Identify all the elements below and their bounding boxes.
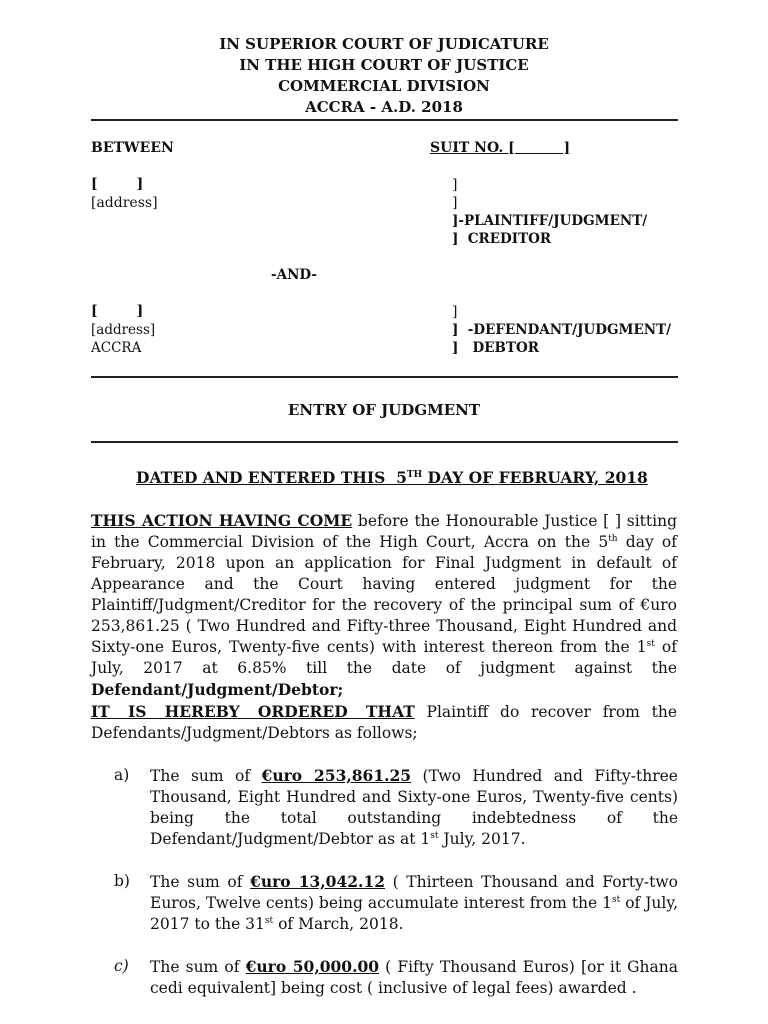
plaintiff-bracket: ] xyxy=(452,195,458,211)
suit-number: SUIT NO. [ ] xyxy=(430,140,571,156)
plaintiff-role-line1: ]-PLAINTIFF/JUDGMENT/ xyxy=(452,213,648,229)
divider xyxy=(91,119,678,121)
court-heading-line3: COMMERCIAL DIVISION xyxy=(278,77,490,95)
defendant-city: ACCRA xyxy=(91,340,142,356)
item-amount: €uro 253,861.25 xyxy=(261,766,412,785)
defendant-name: [ ] xyxy=(91,303,144,319)
divider xyxy=(91,441,678,443)
item-marker: b) xyxy=(114,872,130,890)
plaintiff-address: [address] xyxy=(91,195,158,211)
plaintiff-bracket: ] xyxy=(452,177,458,193)
item-text: The sum of €uro 253,861.25 (Two Hundred and Fifty-three Thousand, Eight Hundred and Sixty-one Euros, Twenty-five cents) being the total outstanding indebtedness of the Defendant/Judgment/Debtor as at 1st July, 2017. xyxy=(150,766,678,848)
plaintiff-name: [ ] xyxy=(91,176,144,192)
item-marker: c) xyxy=(114,957,129,975)
court-heading-line2: IN THE HIGH COURT OF JUSTICE xyxy=(239,56,529,74)
document-title: ENTRY OF JUDGMENT xyxy=(287,401,481,419)
between-label: BETWEEN xyxy=(91,140,174,156)
court-heading-line4: ACCRA - A.D. 2018 xyxy=(305,98,463,116)
item-marker: a) xyxy=(114,766,130,784)
and-separator: -AND- xyxy=(271,267,317,283)
plaintiff-role-line2: ] CREDITOR xyxy=(452,231,552,247)
item-text: The sum of €uro 50,000.00 ( Fifty Thousand Euros) [or it Ghana cedi equivalent] being cost ( inclusive of legal fees) awarded . xyxy=(150,957,678,997)
defendant-address: [address] xyxy=(91,322,156,338)
item-amount: €uro 50,000.00 xyxy=(245,957,380,976)
divider xyxy=(91,376,678,378)
order-paragraph: IT IS HEREBY ORDERED THAT Plaintiff do recover from the Defendants/Judgment/Debtors as follows; xyxy=(91,702,677,742)
defendant-bracket: ] xyxy=(452,304,458,320)
item-amount: €uro 13,042.12 xyxy=(250,872,385,891)
order-lead: IT IS HEREBY ORDERED THAT xyxy=(91,702,415,721)
item-text: The sum of €uro 13,042.12 ( Thirteen Thousand and Forty-two Euros, Twelve cents) being accumulate interest from the 1st of July, 2017 to the 31st of March, 2018. xyxy=(150,872,679,933)
action-lead: THIS ACTION HAVING COME xyxy=(91,511,353,530)
defendant-role-line1: ] -DEFENDANT/JUDGMENT/ xyxy=(452,322,672,338)
action-paragraph: THIS ACTION HAVING COME before the Honourable Justice [ ] sitting in the Commercial Division of the High Court, Accra on the 5th day of February, 2018 upon an application for Final Judgment in default of Appearance and the Court having entered judgment for the Plaintiff/Judgment/Creditor for the recovery of the principal sum of €uro 253,861.25 ( Two Hundred and Fifty-three Thousand, Eight Hundred and Sixty-one Euros, Twenty-five cents) with interest thereon from the 1st of July, 2017 at 6.85% till the date of judgment against the Defendant/Judgment/Debtor; xyxy=(91,511,677,699)
court-heading-line1: IN SUPERIOR COURT OF JUDICATURE xyxy=(219,35,549,53)
defendant-role-line2: ] DEBTOR xyxy=(452,340,539,356)
dated-line: DATED AND ENTERED THIS 5TH DAY OF FEBRUARY, 2018 xyxy=(136,468,648,487)
